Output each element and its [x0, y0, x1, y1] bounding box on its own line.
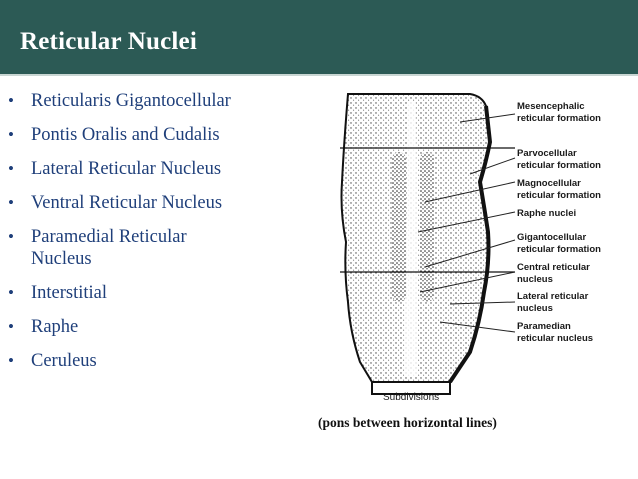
bullet-text: Pontis Oralis and Cudalis	[31, 125, 220, 145]
bullet-text: Interstitial	[31, 283, 108, 303]
bullet-item	[0, 90, 305, 112]
raphe-column-left	[392, 152, 406, 302]
bullet-text: Ceruleus	[31, 351, 97, 371]
bullet-item	[0, 124, 305, 146]
label-magnocellular: Magnocellular	[517, 178, 581, 189]
label-paramedian-2: reticular nucleus	[517, 333, 594, 344]
label-parvocellular: Parvocellular	[517, 148, 577, 159]
label-parvocellular-2: reticular formation	[517, 160, 601, 171]
bullet-item	[0, 226, 305, 270]
label-paramedian: Paramedian	[517, 321, 571, 332]
label-magnocellular-2: reticular formation	[517, 190, 601, 201]
bullet-item	[0, 282, 305, 304]
bullet-dot-icon: •	[8, 283, 14, 302]
subdivisions-label: Subdivisions	[383, 392, 440, 403]
bullet-item	[0, 158, 305, 180]
brainstem-diagram	[300, 82, 630, 442]
bullet-dot-icon: •	[8, 317, 14, 336]
title-divider	[0, 74, 638, 76]
bullet-list	[0, 90, 305, 384]
label-central: Central reticular	[517, 262, 590, 273]
bullet-text-continued: Nucleus	[31, 249, 92, 269]
label-raphe: Raphe nuclei	[517, 208, 577, 219]
slide-title: Reticular Nuclei	[20, 28, 198, 55]
label-mesencephalic-2: reticular formation	[517, 113, 601, 124]
title-bar	[0, 0, 638, 74]
bullet-dot-icon: •	[8, 159, 14, 178]
bullet-text: Reticularis Gigantocellular	[31, 91, 231, 111]
bullet-dot-icon: •	[8, 91, 14, 110]
label-gigantocellular: Gigantocellular	[517, 232, 587, 243]
bullet-dot-icon: •	[8, 193, 14, 212]
bullet-dot-icon: •	[8, 125, 14, 144]
label-lateral-2: nucleus	[517, 303, 553, 314]
bullet-item	[0, 350, 305, 372]
bullet-text: Raphe	[31, 317, 79, 337]
bullet-item	[0, 192, 305, 214]
bullet-text: Ventral Reticular Nucleus	[31, 193, 223, 213]
bullet-dot-icon: •	[8, 351, 14, 370]
label-mesencephalic: Mesencephalic	[517, 101, 585, 112]
bullet-item	[0, 316, 305, 338]
bullet-text: Paramedial Reticular	[31, 227, 187, 247]
raphe-column-right	[420, 152, 434, 302]
label-gigantocellular-2: reticular formation	[517, 244, 601, 255]
label-central-2: nucleus	[517, 274, 553, 285]
label-lateral: Lateral reticular	[517, 291, 589, 302]
bullet-dot-icon: •	[8, 227, 14, 246]
bullet-text: Lateral Reticular Nucleus	[31, 159, 222, 179]
figure-caption: (pons between horizontal lines)	[318, 415, 497, 430]
